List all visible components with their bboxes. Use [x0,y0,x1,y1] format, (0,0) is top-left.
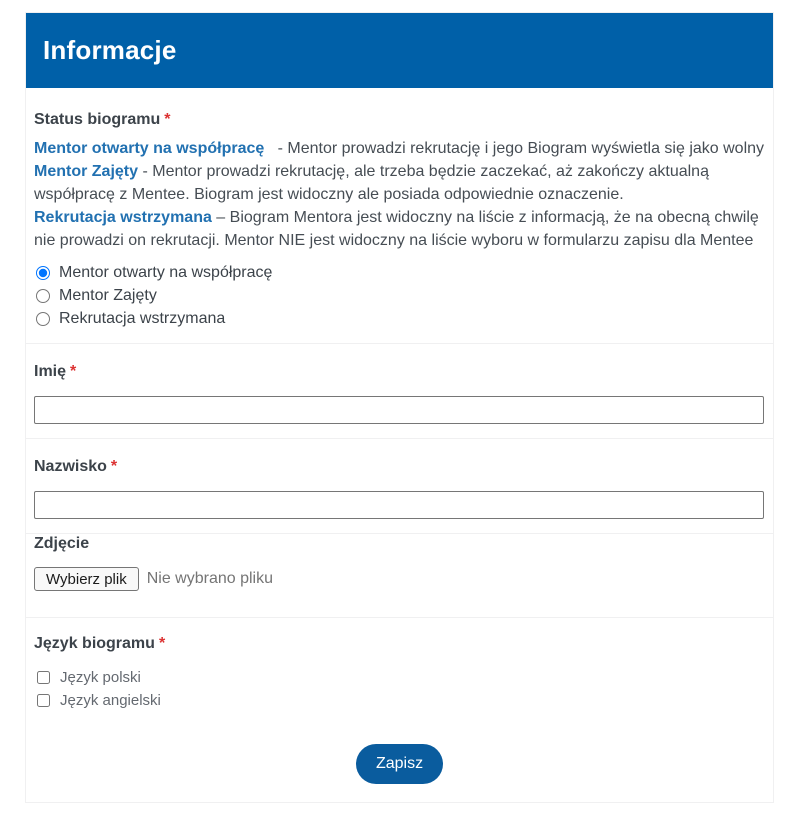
button-row [26,744,773,784]
language-label [34,634,764,653]
first-name-label [34,362,764,381]
file-input [34,567,764,591]
section-divider [26,343,773,344]
page-title: Informacje [43,34,177,65]
radio-label: Mentor Zajęty [59,286,157,304]
status-descriptions [34,137,764,252]
last-name-section [26,457,773,533]
radio-input-mentor-otwarty[interactable] [36,266,50,280]
status-description [34,137,764,160]
radio-input-rekrutacja-wstrzymana[interactable] [36,312,50,326]
radio-option-mentor-zajety[interactable] [34,284,764,307]
photo-label: Zdjęcie [34,535,90,552]
checkbox-option-jezyk-polski[interactable] [34,666,764,689]
language-checkbox-group [34,666,764,712]
radio-label: Rekrutacja wstrzymana [59,309,226,327]
status-term: Rekrutacja wstrzymana [34,209,212,226]
checkbox-input-jezyk-angielski[interactable] [37,694,50,707]
radio-option-rekrutacja-wstrzymana[interactable] [34,307,764,330]
section-divider [26,438,773,439]
required-asterisk: * [164,111,171,128]
info-form-card [25,12,774,803]
checkbox-option-jezyk-angielski[interactable] [34,689,764,712]
status-term: Mentor Zajęty [34,163,139,180]
photo-section [26,534,773,617]
status-description [34,160,764,206]
last-name-label-text: Nazwisko [34,458,107,475]
first-name-label-text: Imię [34,363,67,380]
last-name-field[interactable] [34,491,764,519]
language-label-text: Język biogramu [34,635,155,652]
last-name-label [34,457,764,476]
first-name-field[interactable] [34,396,764,424]
separator: - [138,163,153,180]
language-section [26,634,773,712]
first-name-section [26,362,773,438]
checkbox-label: Język angielski [60,692,161,709]
file-status-text: Nie wybrano pliku [146,570,273,587]
status-description [34,206,764,252]
status-radio-group [34,261,764,343]
radio-input-mentor-zajety[interactable] [36,289,50,303]
required-asterisk: * [110,458,118,475]
save-button[interactable]: Zapisz [356,744,443,784]
status-desc-text: Biogram Mentora jest widoczny na liście z informacją, że na obecną chwilę nie prowadzi on rekrutacji. Mentor NIE jest widoczny na liście wyboru w formularzu zapisu dla Mentee [34,209,759,249]
radio-option-mentor-otwarty[interactable] [34,261,764,284]
required-asterisk: * [158,635,166,652]
separator: - [264,140,288,157]
separator: – [211,209,230,226]
checkbox-input-jezyk-polski[interactable] [37,671,50,684]
status-section [26,110,773,343]
status-term: Mentor otwarty na współpracę [34,140,265,157]
card-header [25,12,774,88]
section-divider [26,617,773,618]
checkbox-label: Język polski [60,669,141,686]
required-asterisk: * [70,363,77,380]
radio-label: Mentor otwarty na współpracę [59,263,273,281]
status-desc-text: Mentor prowadzi rekrutację i jego Biogram wyświetla się jako wolny [287,140,765,157]
status-label-text: Status biogramu [34,111,161,128]
status-desc-text: Mentor prowadzi rekrutację, ale trzeba będzie zaczekać, aż zakończy aktualną współpracę z Mentee. Biogram jest widoczny ale posiada odpowiednie oznaczenie. [34,163,709,203]
choose-file-button[interactable]: Wybierz plik [34,567,139,591]
status-label [34,110,764,129]
